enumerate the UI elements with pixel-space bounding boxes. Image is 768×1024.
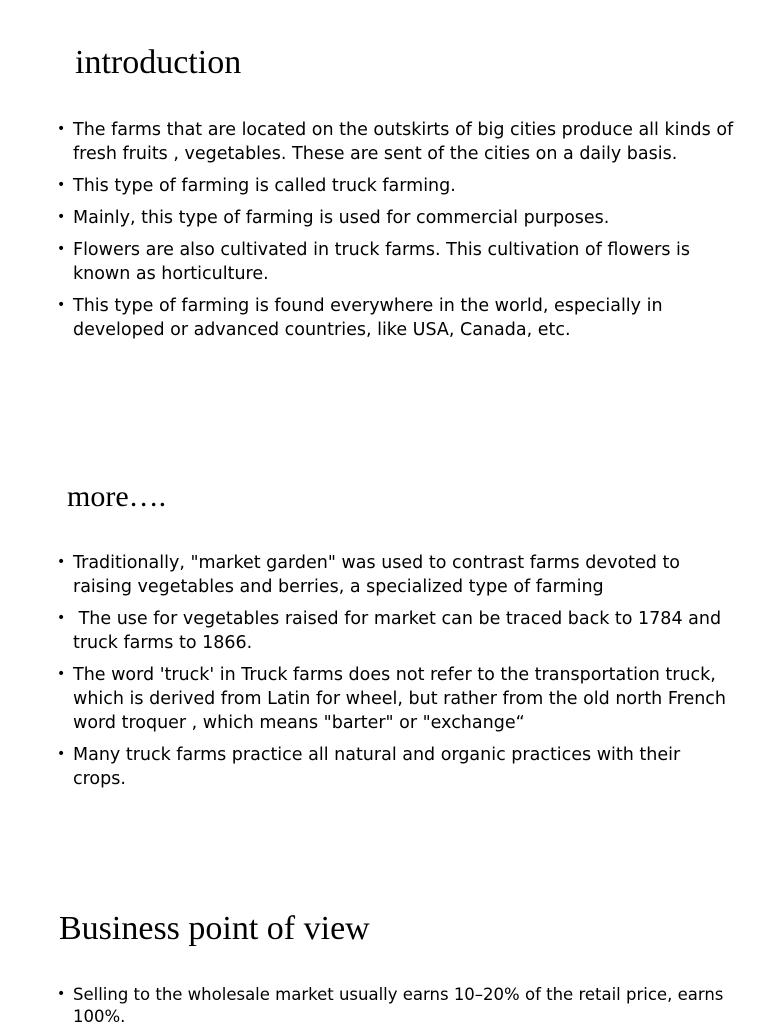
bullet-list: [56, 118, 736, 350]
bullet-item: [56, 607, 736, 655]
bullet-text: This type of farming is called truck farming.: [73, 176, 456, 196]
bullet-text: Selling to the wholesale market usually earns 10–20% of the retail price, earns 100%.: [73, 985, 724, 1024]
bullet-item: [56, 551, 736, 599]
bullet-text: This type of farming is found everywhere in the world, especially in developed or advanced countries, like USA, Canada, etc.: [73, 296, 663, 340]
bullet-icon: •: [57, 241, 66, 257]
bullet-icon: •: [57, 554, 66, 570]
bullet-icon: •: [57, 297, 66, 313]
bullet-text: The word 'truck' in Truck farms does not refer to the transportation truck, which is derived from Latin for wheel, but rather from the old north French word troquer , which means "barter" or "exchange“: [73, 665, 727, 733]
bullet-text: The use for vegetables raised for market can be traced back to 1784 and truck farms to 1866.: [73, 609, 727, 653]
bullet-item: [56, 206, 736, 230]
bullet-icon: •: [57, 746, 66, 762]
bullet-text: The farms that are located on the outskirts of big cities produce all kinds of fresh fruits , vegetables. These are sent of the cities on a daily basis.: [73, 120, 734, 164]
bullet-list: [56, 984, 736, 1024]
bullet-item: [56, 984, 736, 1024]
section-heading: more….: [67, 480, 167, 513]
section-heading: Business point of view: [59, 910, 370, 947]
section-heading: introduction: [75, 44, 242, 81]
bullet-item: [56, 174, 736, 198]
bullet-item: [56, 118, 736, 166]
bullet-item: [56, 294, 736, 342]
bullet-text: Flowers are also cultivated in truck farms. This cultivation of flowers is known as horticulture.: [73, 240, 691, 284]
bullet-item: [56, 743, 736, 791]
bullet-icon: •: [57, 177, 66, 193]
bullet-icon: •: [57, 986, 66, 1002]
bullet-item: [56, 663, 736, 735]
bullet-icon: •: [57, 121, 66, 137]
bullet-text: Traditionally, "market garden" was used to contrast farms devoted to raising vegetables and berries, a specialized type of farming: [73, 553, 681, 597]
bullet-text: Mainly, this type of farming is used for commercial purposes.: [73, 208, 610, 228]
bullet-icon: •: [57, 610, 66, 626]
bullet-item: [56, 238, 736, 286]
bullet-icon: •: [57, 666, 66, 682]
bullet-list: [56, 551, 736, 799]
bullet-icon: •: [57, 209, 66, 225]
bullet-text: Many truck farms practice all natural and organic practices with their crops.: [73, 745, 681, 789]
